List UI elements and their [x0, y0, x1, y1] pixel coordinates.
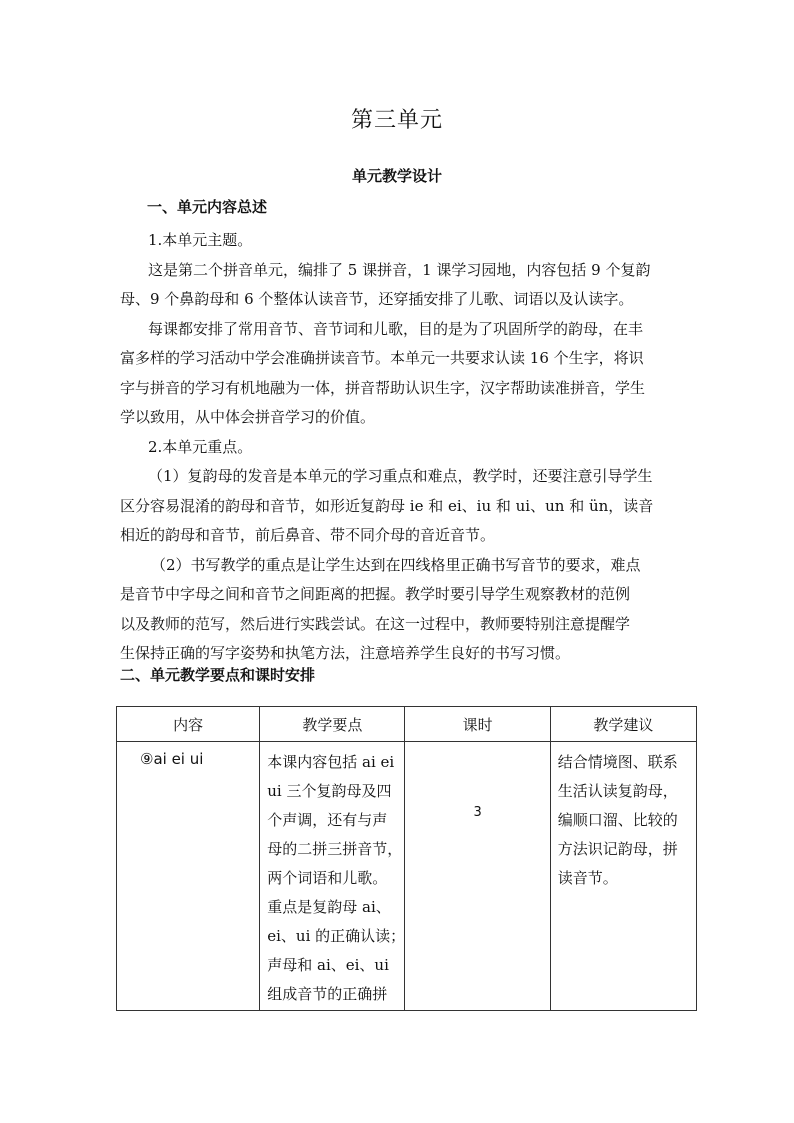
- lesson-name: ⑨ai ei ui: [140, 750, 204, 768]
- cell-class-hours: [405, 742, 550, 1011]
- paragraph-line: 生保持正确的写字姿势和执笔方法，注意培养学生良好的书写习惯。: [120, 644, 571, 662]
- paragraph-line: 1.本单元主题。: [148, 231, 253, 249]
- paragraph-line: 区分容易混淆的韵母和音节，如形近复韵母 ie 和 ei、iu 和 ui、un 和 ün，读音: [120, 496, 654, 515]
- lesson-plan-table: [116, 706, 697, 1011]
- point-line: 母的二拼三拼音节，: [267, 840, 403, 858]
- tip-line: 编顺口溜、比较的: [557, 811, 678, 829]
- section2-heading: 二、单元教学要点和课时安排: [120, 666, 316, 684]
- paragraph-line: 是音节中字母之间和音节之间距离的把握。教学时要引导学生观察教材的范例: [120, 585, 631, 603]
- page-title: 第三单元: [350, 108, 443, 133]
- page-subtitle: 单元教学设计: [351, 167, 442, 185]
- cell-teaching-tips: [550, 742, 696, 1011]
- point-line: 两个词语和儿歌。: [267, 869, 388, 887]
- point-line: 个声调，还有与声: [267, 811, 388, 829]
- point-line: 声母和 ai、ei、ui: [267, 956, 389, 974]
- point-line: 组成音节的正确拼: [267, 985, 388, 1003]
- class-hours-value: 3: [473, 805, 482, 820]
- section1-body: [120, 226, 680, 669]
- paragraph-line: 每课都安排了常用音节、音节词和儿歌，目的是为了巩固所学的韵母，在丰: [148, 319, 644, 338]
- paragraph-line: 学以致用，从中体会拼音学习的价值。: [120, 408, 376, 426]
- paragraph-line: 字与拼音的学习有机地融为一体，拼音帮助认识生字，汉字帮助读准拼音，学生: [120, 378, 646, 397]
- paragraph-line: 相近的韵母和音节，前后鼻音、带不同介母的音近音节。: [120, 526, 496, 544]
- point-line: 本课内容包括 ai ei: [267, 753, 395, 771]
- paragraph-line: 2.本单元重点。: [148, 437, 253, 456]
- tip-line: 生活认读复韵母，: [557, 782, 678, 800]
- paragraph-line: 这是第二个拼音单元，编排了 5 课拼音，1 课学习园地，内容包括 9 个复韵: [148, 260, 651, 279]
- tip-line: 结合情境图、联系: [557, 753, 678, 771]
- point-line: 重点是复韵母 ai、: [267, 898, 391, 916]
- cell-lesson-name: [117, 742, 260, 1011]
- table-header-row: [117, 707, 697, 742]
- paragraph-line: （1）复韵母的发音是本单元的学习重点和难点，教学时，还要注意引导学生: [148, 467, 653, 485]
- point-line: ei、ui 的正确认读；: [267, 927, 406, 945]
- tip-line: 读音节。: [557, 869, 618, 887]
- header-content: 内容: [117, 707, 260, 742]
- paragraph-line: 以及教师的范写，然后进行实践尝试。在这一过程中，教师要特别注意提醒学: [120, 614, 631, 633]
- header-class-hours: 课时: [405, 707, 550, 742]
- paragraph-line: 母、9 个鼻韵母和 6 个整体认读音节，还穿插安排了儿歌、词语以及认读字。: [120, 290, 634, 308]
- header-teaching-points: 教学要点: [260, 707, 405, 742]
- cell-teaching-points: [260, 742, 405, 1011]
- section1-heading: 一、单元内容总述: [147, 198, 268, 216]
- paragraph-line: 富多样的学习活动中学会准确拼读音节。本单元一共要求认读 16 个生字，将识: [120, 349, 644, 367]
- tip-line: 方法识记韵母，拼: [557, 840, 678, 858]
- point-line: ui 三个复韵母及四: [267, 782, 392, 800]
- header-teaching-tips: 教学建议: [550, 707, 696, 742]
- table-row: [117, 742, 697, 1011]
- paragraph-line: （2）书写教学的重点是让学生达到在四线格里正确书写音节的要求，难点: [151, 555, 641, 574]
